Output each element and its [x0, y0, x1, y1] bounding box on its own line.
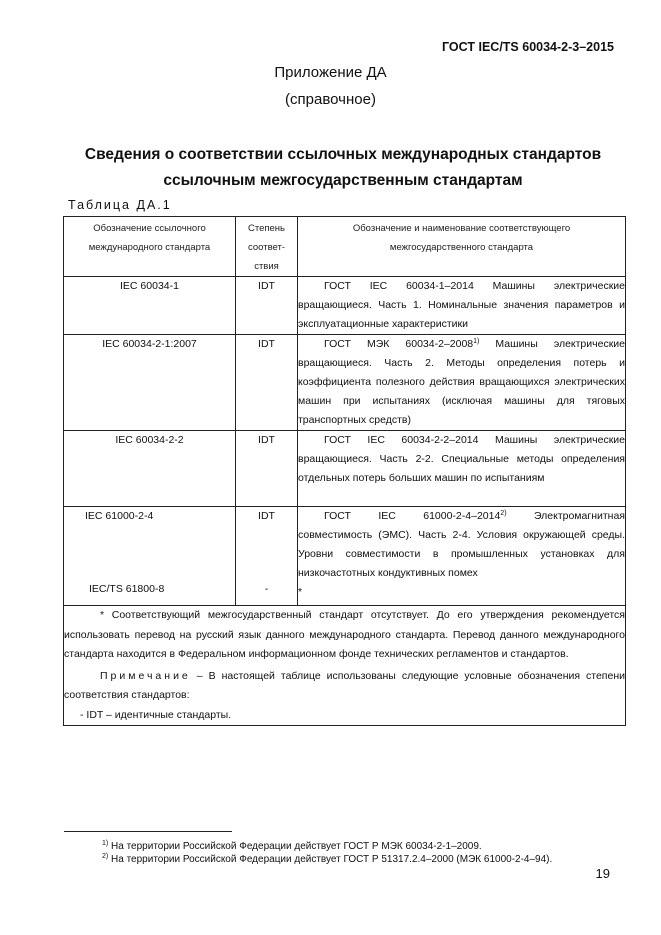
main-title [0, 142, 661, 194]
annex-title: Приложение ДА [274, 64, 387, 81]
intl-standard-code: IEC 61000-2-4 [85, 510, 154, 522]
no-equivalent-mark: * [298, 586, 303, 598]
cell-national-standard [298, 431, 626, 507]
cell-national-standard [298, 335, 626, 431]
cell-intl-standard [64, 507, 236, 606]
cell-intl-standard: IEC 60034-1 [64, 277, 236, 335]
table-footer-row [64, 606, 626, 726]
footnote-ref: 2) [500, 510, 507, 517]
cell-intl-standard: IEC 60034-2-1:2007 [64, 335, 236, 431]
cell-degree: IDT [236, 431, 298, 507]
note-text: – В настоящей таблице использованы следующие условные обозначения степени соответствия стандартов: [64, 669, 625, 701]
footnote-mark: 2) [102, 853, 109, 860]
cell-intl-standard: IEC 60034-2-2 [64, 431, 236, 507]
table-label: Таблица ДА.1 [68, 198, 172, 212]
footnotes [102, 840, 552, 866]
desc-rest: Машины электрические вращающиеся. Часть 2. Методы определения потерь и коэффициента полезного действия вращающихся электрических машин при испытаниях (исключая машины для тяговых транспортных средств) [298, 338, 625, 426]
footnote-mark: 1) [102, 840, 109, 847]
table-notes [64, 606, 626, 726]
degree-value: IDT [258, 510, 275, 522]
header-degree: Степень соответ-ствия [236, 217, 298, 277]
table-header-row [64, 217, 626, 277]
annex-subtitle: (справочное) [285, 91, 376, 108]
header-intl-standard: Обозначение ссылочного международного стандарта [64, 217, 236, 277]
main-title-line-2: ссылочным межгосударственным стандартам [163, 172, 523, 189]
intl-standard-code: IEC/TS 61800-8 [89, 583, 165, 595]
table-row [64, 335, 626, 431]
table-row [64, 277, 626, 335]
table-note [64, 667, 625, 706]
note-word: Примечание [100, 669, 191, 682]
desc-start: ГОСТ МЭК 60034-2–2008 [324, 338, 474, 350]
idt-definition: - IDT – идентичные стандарты. [80, 708, 232, 721]
footnote-2 [102, 853, 552, 866]
header-national-standard: Обозначение и наименование соответствующего межгосударственного стандарта [298, 217, 626, 277]
desc-rest: Электромагнитная совместимость (ЭМС). Часть 2-4. Условия окружающей среды. Уровни совместимости в промышленных установках для низкочастотных кондуктивных помех [298, 510, 625, 579]
desc-rest: Машины электрические вращающиеся. Часть 2-2. Специальные методы определения отдельных потерь больших машин по испытаниям [298, 434, 625, 484]
desc-start: ГОСТ IEC 61000-2-4–2014 [324, 510, 501, 522]
degree-value: - [264, 583, 269, 595]
cell-degree: IDT [236, 335, 298, 431]
table-row [64, 507, 626, 606]
cell-degree [236, 507, 298, 606]
document-code: ГОСТ IEC/TS 60034-2-3–2015 [442, 40, 614, 54]
footnote-ref: 1) [473, 338, 480, 345]
main-title-line-1: Сведения о соответствии ссылочных международных стандартов [84, 146, 602, 163]
footnote-1 [102, 840, 552, 853]
footnote-text: На территории Российской Федерации действует ГОСТ Р 51317.2.4–2000 (МЭК 61000-2-4–94). [108, 854, 553, 865]
cell-national-standard [298, 277, 626, 335]
cell-degree: IDT [236, 277, 298, 335]
asterisk-note: * Соответствующий межгосударственный стандарт отсутствует. До его утверждения рекомендуется использовать перевод на русский язык данного международного стандарта. Перевод данного международного стандарта находится в Федеральном информационном фонде технических регламентов и стандартов. [64, 609, 625, 660]
cell-national-standard [298, 507, 626, 606]
footnote-separator [64, 831, 232, 832]
page-number: 19 [595, 866, 610, 881]
desc-start: ГОСТ IEC 60034-1–2014 [324, 280, 474, 292]
desc-rest: Машины электрические вращающиеся. Часть 1. Номинальные значения параметров и эксплуатационные характеристики [298, 280, 625, 330]
desc-start: ГОСТ IEC 60034-2-2–2014 [324, 434, 479, 446]
footnote-text: На территории Российской Федерации действует ГОСТ Р МЭК 60034-2-1–2009. [108, 841, 482, 852]
correspondence-table [63, 216, 626, 726]
table-row [64, 431, 626, 507]
